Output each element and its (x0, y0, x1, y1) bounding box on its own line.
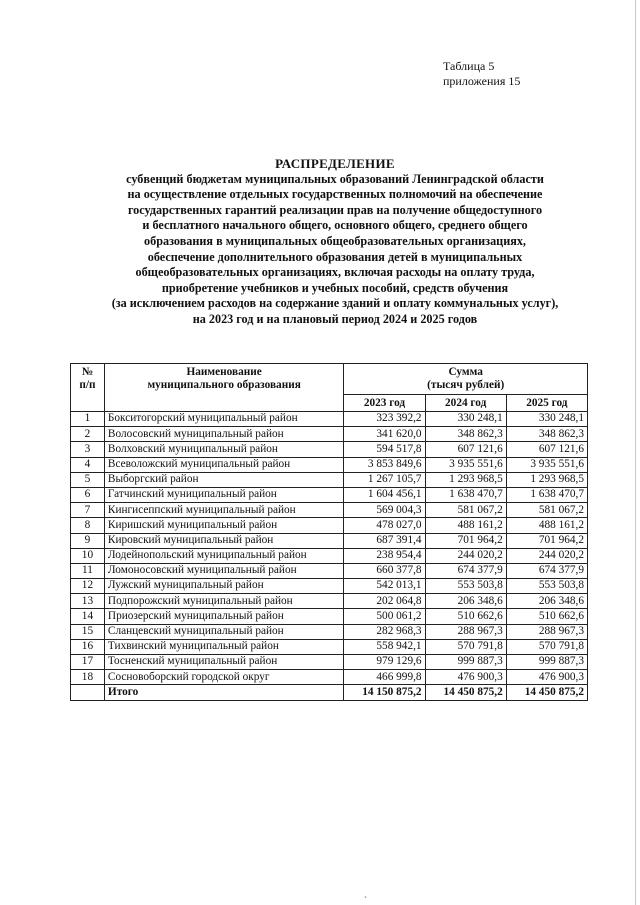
row-amount-2025: 553 503,8 (506, 579, 587, 594)
row-amount-2025: 1 638 470,7 (506, 487, 587, 502)
row-amount-2023: 979 129,6 (344, 655, 425, 670)
row-amount-2025: 674 377,9 (506, 563, 587, 578)
table-row (71, 427, 588, 442)
table-number: Таблица 5 (443, 59, 495, 73)
appendix-number: приложения 15 (443, 74, 521, 88)
table-row (71, 609, 588, 624)
row-amount-2025: 581 067,2 (506, 503, 587, 518)
row-amount-2023: 282 968,3 (344, 624, 425, 639)
table-row (71, 487, 588, 502)
row-number: 6 (71, 487, 105, 502)
row-number: 1 (71, 412, 105, 427)
total-number-cell (71, 685, 105, 700)
table-row (71, 518, 588, 533)
row-amount-2023: 660 377,8 (344, 563, 425, 578)
title-line: (за исключением расходов на содержание зданий и оплату коммунальных услуг), (111, 296, 559, 311)
row-amount-2024: 999 887,3 (425, 655, 506, 670)
document-title (70, 156, 600, 328)
table-row (71, 472, 588, 487)
row-amount-2025: 607 121,6 (506, 442, 587, 457)
row-number: 11 (71, 563, 105, 578)
row-amount-2025: 330 248,1 (506, 412, 587, 427)
page-edge-line (635, 0, 636, 905)
row-amount-2024: 607 121,6 (425, 442, 506, 457)
table-row (71, 579, 588, 594)
row-amount-2024: 330 248,1 (425, 412, 506, 427)
table-reference (443, 59, 520, 89)
row-amount-2024: 476 900,3 (425, 670, 506, 685)
row-municipality: Киришский муниципальный район (104, 518, 343, 533)
total-2025: 14 450 875,2 (506, 685, 587, 700)
row-number: 12 (71, 579, 105, 594)
row-amount-2024: 488 161,2 (425, 518, 506, 533)
row-amount-2024: 553 503,8 (425, 579, 506, 594)
row-amount-2024: 581 067,2 (425, 503, 506, 518)
table-row (71, 639, 588, 654)
table-row (71, 624, 588, 639)
table-row (71, 533, 588, 548)
total-2024: 14 450 875,2 (425, 685, 506, 700)
title-line: образования в муниципальных общеобразовательных организациях, (144, 233, 526, 248)
row-number: 16 (71, 639, 105, 654)
row-municipality: Кингисеппский муниципальный район (104, 503, 343, 518)
row-number: 9 (71, 533, 105, 548)
row-amount-2024: 701 964,2 (425, 533, 506, 548)
title-line: общеобразовательных организациях, включая расходы на оплату труда, (135, 265, 535, 280)
row-amount-2025: 1 293 968,5 (506, 472, 587, 487)
row-amount-2023: 687 391,4 (344, 533, 425, 548)
row-amount-2024: 570 791,8 (425, 639, 506, 654)
row-municipality: Волосовский муниципальный район (104, 427, 343, 442)
row-municipality: Лужский муниципальный район (104, 579, 343, 594)
row-amount-2025: 476 900,3 (506, 670, 587, 685)
row-municipality: Приозерский муниципальный район (104, 609, 343, 624)
row-number: 3 (71, 442, 105, 457)
title-line: и бесплатного начального общего, основного общего, среднего общего (142, 218, 528, 233)
row-amount-2023: 594 517,8 (344, 442, 425, 457)
row-amount-2023: 3 853 849,6 (344, 457, 425, 472)
row-municipality: Ломоносовский муниципальный район (104, 563, 343, 578)
row-number: 10 (71, 548, 105, 563)
table-row (71, 670, 588, 685)
row-municipality: Тосненский муниципальный район (104, 655, 343, 670)
row-municipality: Бокситогорский муниципальный район (104, 412, 343, 427)
header-year-2023: 2023 год (344, 395, 425, 412)
row-amount-2025: 288 967,3 (506, 624, 587, 639)
table-body (71, 412, 588, 685)
row-amount-2024: 510 662,6 (425, 609, 506, 624)
row-amount-2025: 488 161,2 (506, 518, 587, 533)
table-row (71, 412, 588, 427)
row-amount-2025: 570 791,8 (506, 639, 587, 654)
row-number: 4 (71, 457, 105, 472)
row-amount-2024: 1 293 968,5 (425, 472, 506, 487)
row-amount-2024: 3 935 551,6 (425, 457, 506, 472)
row-municipality: Кировский муниципальный район (104, 533, 343, 548)
table-row (71, 457, 588, 472)
row-municipality: Лодейнопольский муниципальный район (104, 548, 343, 563)
row-amount-2024: 674 377,9 (425, 563, 506, 578)
row-municipality: Сланцевский муниципальный район (104, 624, 343, 639)
row-amount-2025: 244 020,2 (506, 548, 587, 563)
table-row (71, 594, 588, 609)
row-municipality: Тихвинский муниципальный район (104, 639, 343, 654)
title-line: на 2023 год и на плановый период 2024 и 2025 годов (192, 311, 478, 326)
table-row (71, 655, 588, 670)
row-amount-2023: 341 620,0 (344, 427, 425, 442)
row-municipality: Волховский муниципальный район (104, 442, 343, 457)
row-amount-2025: 348 862,3 (506, 427, 587, 442)
table-row (71, 548, 588, 563)
row-number: 14 (71, 609, 105, 624)
row-amount-2025: 206 348,6 (506, 594, 587, 609)
row-amount-2023: 1 604 456,1 (344, 487, 425, 502)
title-line: обеспечение дополнительного образования детей в муниципальных (147, 249, 523, 264)
header-year-2024: 2024 год (425, 395, 506, 412)
title-line: на осуществление отдельных государственных полномочий на обеспечение (127, 187, 543, 202)
row-municipality: Подпорожский муниципальный район (104, 594, 343, 609)
row-number: 15 (71, 624, 105, 639)
row-amount-2025: 999 887,3 (506, 655, 587, 670)
row-amount-2025: 701 964,2 (506, 533, 587, 548)
title-line: субвенций бюджетам муниципальных образований Ленинградской области (126, 171, 544, 186)
row-amount-2023: 478 027,0 (344, 518, 425, 533)
row-amount-2023: 323 392,2 (344, 412, 425, 427)
row-number: 7 (71, 503, 105, 518)
header-number: № п/п (71, 364, 105, 412)
row-municipality: Гатчинский муниципальный район (104, 487, 343, 502)
distribution-table (70, 363, 588, 701)
row-amount-2023: 558 942,1 (344, 639, 425, 654)
row-amount-2024: 288 967,3 (425, 624, 506, 639)
table-row (71, 503, 588, 518)
row-amount-2025: 510 662,6 (506, 609, 587, 624)
title-heading: РАСПРЕДЕЛЕНИЕ (275, 156, 395, 171)
row-amount-2023: 500 061,2 (344, 609, 425, 624)
row-number: 18 (71, 670, 105, 685)
header-year-2025: 2025 год (506, 395, 587, 412)
row-amount-2024: 348 862,3 (425, 427, 506, 442)
row-municipality: Всеволожский муниципальный район (104, 457, 343, 472)
scan-mark: ˏ (364, 888, 367, 898)
row-number: 2 (71, 427, 105, 442)
row-amount-2024: 1 638 470,7 (425, 487, 506, 502)
row-amount-2024: 206 348,6 (425, 594, 506, 609)
row-amount-2023: 466 999,8 (344, 670, 425, 685)
title-lines (70, 172, 600, 328)
row-number: 8 (71, 518, 105, 533)
total-2023: 14 150 875,2 (344, 685, 425, 700)
table-row (71, 563, 588, 578)
row-amount-2023: 238 954,4 (344, 548, 425, 563)
header-sum: Сумма (тысяч рублей) (344, 364, 588, 395)
total-row (71, 685, 588, 700)
table-row (71, 442, 588, 457)
row-amount-2024: 244 020,2 (425, 548, 506, 563)
row-municipality: Сосновоборский городской округ (104, 670, 343, 685)
header-name: Наименование муниципального образования (104, 364, 343, 412)
row-amount-2023: 202 064,8 (344, 594, 425, 609)
row-number: 17 (71, 655, 105, 670)
row-amount-2023: 542 013,1 (344, 579, 425, 594)
title-line: государственных гарантий реализации прав на получение общедоступного (127, 202, 543, 217)
row-amount-2023: 1 267 105,7 (344, 472, 425, 487)
total-label: Итого (104, 685, 343, 700)
row-amount-2023: 569 004,3 (344, 503, 425, 518)
title-line: приобретение учебников и учебных пособий, средств обучения (161, 280, 509, 295)
row-number: 13 (71, 594, 105, 609)
row-municipality: Выборгский район (104, 472, 343, 487)
row-number: 5 (71, 472, 105, 487)
row-amount-2025: 3 935 551,6 (506, 457, 587, 472)
